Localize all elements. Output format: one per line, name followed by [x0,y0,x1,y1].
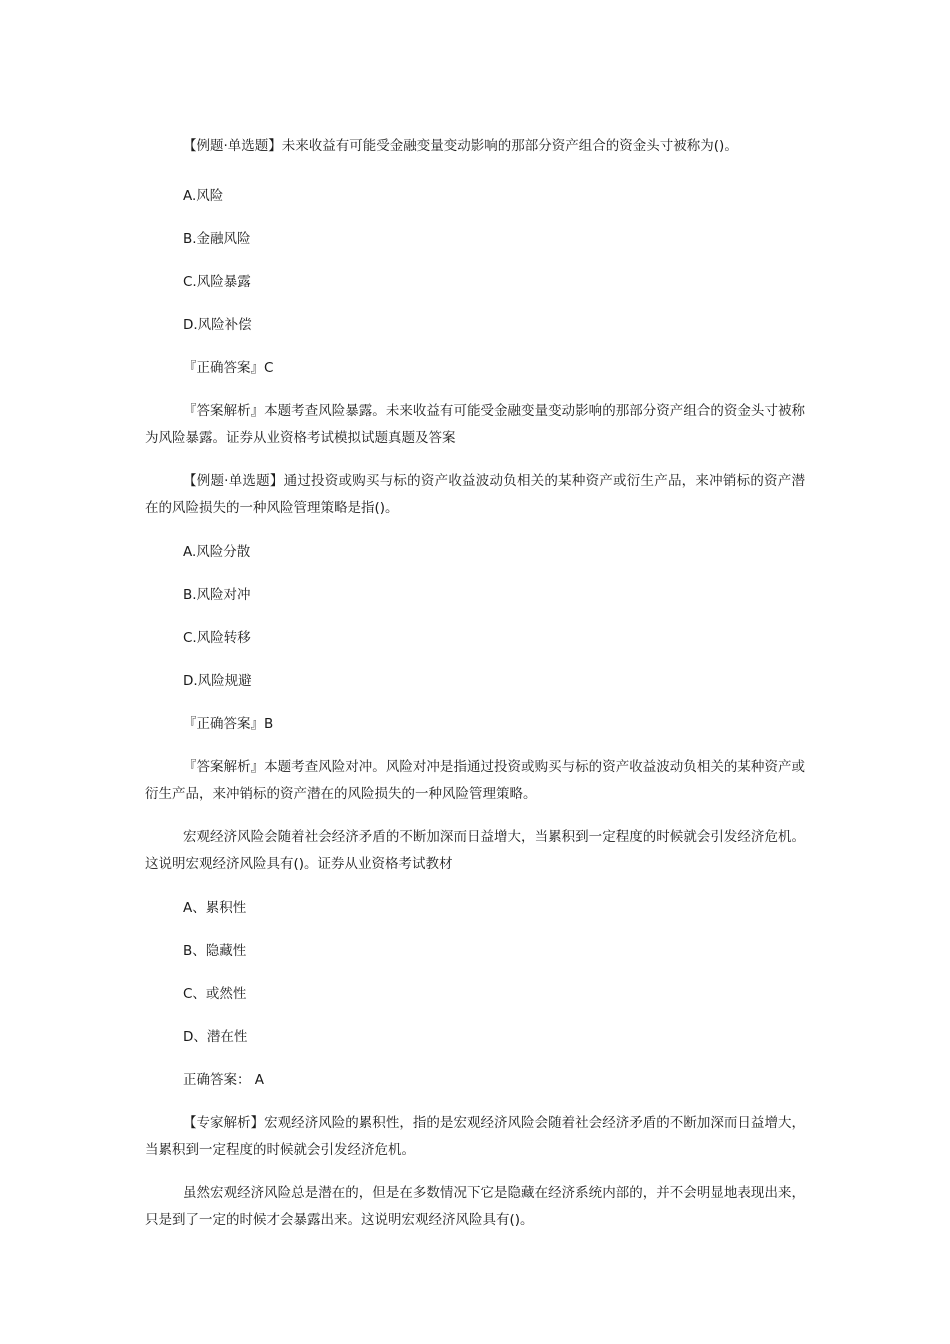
q3-option-c: C、或然性 [183,986,247,1002]
q1-stem: 【例题·单选题】未来收益有可能受金融变量变动影响的那部分资产组合的资金头寸被称为()。 [183,138,738,154]
q4-stem: 虽然宏观经济风险总是潜在的，但是在多数情况下它是隐藏在经济系统内部的，并不会明显地表现出来，只是到了一定的时候才会暴露出来。这说明宏观经济风险具有()。 [145,1185,805,1228]
q2-option-a: A.风险分散 [183,544,251,560]
q1-analysis: 『答案解析』本题考查风险暴露。未来收益有可能受金融变量变动影响的那部分资产组合的资金头寸被称为风险暴露。证券从业资格考试模拟试题真题及答案 [145,403,805,446]
q2-option-d: D.风险规避 [183,673,252,689]
q2-option-c: C.风险转移 [183,630,251,646]
q2-answer: 『正确答案』B [183,716,274,732]
q1-answer: 『正确答案』C [183,360,274,376]
q2-analysis: 『答案解析』本题考查风险对冲。风险对冲是指通过投资或购买与标的资产收益波动负相关的某种资产或衍生产品，来冲销标的资产潜在的风险损失的一种风险管理策略。 [145,759,805,802]
q3-analysis: 【专家解析】宏观经济风险的累积性，指的是宏观经济风险会随着社会经济矛盾的不断加深而日益增大，当累积到一定程度的时候就会引发经济危机。 [145,1115,805,1158]
q3-stem: 宏观经济风险会随着社会经济矛盾的不断加深而日益增大，当累积到一定程度的时候就会引发经济危机。这说明宏观经济风险具有()。证券从业资格考试教材 [145,829,805,872]
q2-option-b: B.风险对冲 [183,587,251,603]
q1-option-c: C.风险暴露 [183,274,251,290]
q3-option-a: A、累积性 [183,900,247,916]
q3-option-d: D、潜在性 [183,1029,248,1045]
q2-stem: 【例题·单选题】通过投资或购买与标的资产收益波动负相关的某种资产或衍生产品，来冲销标的资产潜在的风险损失的一种风险管理策略是指()。 [145,473,805,516]
q1-option-d: D.风险补偿 [183,317,252,333]
q3-option-b: B、隐藏性 [183,943,247,959]
q1-option-b: B.金融风险 [183,231,251,247]
q3-answer: 正确答案： A [183,1072,265,1088]
q1-option-a: A.风险 [183,188,224,204]
